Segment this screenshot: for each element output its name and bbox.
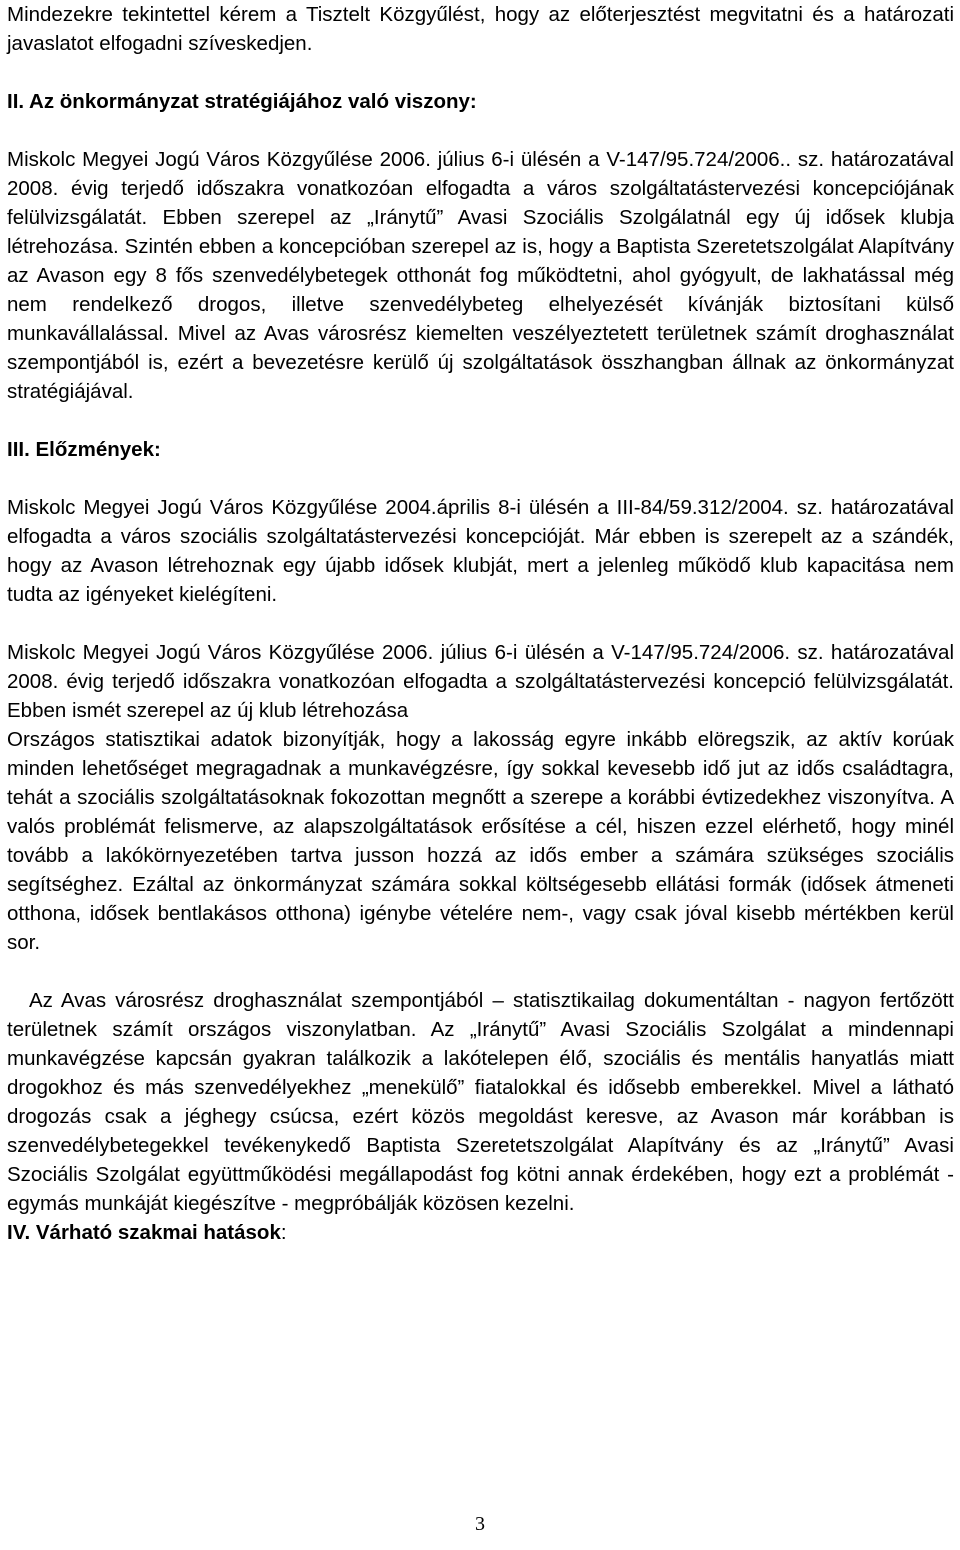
page-number: 3: [475, 1513, 485, 1535]
section-4-heading-line: [7, 1218, 954, 1247]
section-2-heading: II. Az önkormányzat stratégiájához való viszony:: [7, 90, 477, 113]
document-page: [7, 0, 954, 1247]
section-3-paragraph-1: Miskolc Megyei Jogú Város Közgyűlése 2004.április 8-i ülésén a III-84/59.312/2004. sz. határozatával elfogadta a város szociális szolgáltatástervezési koncepcióját. Már ebben is szerepelt az a szándék, hogy az Avason létrehoznak egy újabb idősek klubját, mert a jelenleg működő klub kapacitása nem tudta az igényeket kielégíteni.: [7, 496, 954, 606]
intro-paragraph: Mindezekre tekintettel kérem a Tisztelt Közgyűlést, hogy az előterjesztést megvitatni és a határozati javaslatot elfogadni szíveskedjen.: [7, 3, 954, 55]
section-3-paragraph-4: Az Avas városrész droghasználat szempontjából – statisztikailag dokumentáltan - nagyon fertőzött területnek számít országos viszonylatban. Az „Iránytű” Avasi Szociális Szolgálat a mindennapi munkavégzése kapcsán gyakran találkozik a lakótelepen élő, szociális és mentális hanyatlás miatt drogokhoz és más szenvedélyekhez „menekülő” fiatalokkal és idősebb emberekkel. Mivel a látható drogozás csak a jéghegy csúcsa, ezért közös megoldást keresve, az Avason már korábban is szenvedélybetegekkel tevékenykedő Baptista Szeretetszolgálat Alapítvány és az „Iránytű” Avasi Szociális Szolgálat együttműködési megállapodást fog kötni annak érdekében, hogy ezt a problémát - egymás munkáját kiegészítve - megpróbálják közösen kezelni.: [7, 989, 954, 1215]
section-3-paragraph-2: Miskolc Megyei Jogú Város Közgyűlése 2006. július 6-i ülésén a V-147/95.724/2006. sz. határozatával 2008. évig terjedő időszakra vonatkozóan elfogadta a szolgáltatástervezési koncepció felülvizsgálatát. Ebben ismét szerepel az új klub létrehozása: [7, 641, 954, 722]
section-4-heading-colon: :: [280, 1221, 287, 1244]
section-2-paragraph: Miskolc Megyei Jogú Város Közgyűlése 2006. július 6-i ülésén a V-147/95.724/2006.. sz. határozatával 2008. évig terjedő időszakra vonatkozóan elfogadta a város szolgáltatástervezési koncepciójának felülvizsgálatát. Ebben szerepel az „Iránytű” Avasi Szociális Szolgálatnál egy új idősek klubja létrehozása. Szintén ebben a koncepcióban szerepel az is, hogy a Baptista Szeretetszolgálat Alapítvány az Avason egy 8 fős szenvedélybetegek otthonát fog működtetni, ahol gyógyult, de lakhatással még nem rendelkező drogos, illetve szenvedélybeteg elhelyezését kívánják biztosítani külső munkavállalással. Mivel az Avas városrész kiemelten veszélyeztetett területnek számít droghasználat szempontjából is, ezért a bevezetésre kerülő új szolgáltatások összhangban állnak az önkormányzat stratégiájával.: [7, 148, 954, 403]
section-4-heading: IV. Várható szakmai hatások: [7, 1221, 281, 1244]
section-3-heading: III. Előzmények:: [7, 438, 161, 461]
section-3-paragraph-3: Országos statisztikai adatok bizonyítják, hogy a lakosság egyre inkább elöregszik, az aktív korúak minden lehetőséget megragadnak a munkavégzésre, így sokkal kevesebb idő jut az idős családtagra, tehát a szociális szolgáltatásoknak fokozottan megnőtt a szerepe a korábbi évtizedekhez viszonyítva. A valós problémát felismerve, az alapszolgáltatások erősítése a cél, hiszen ezzel elérhető, hogy minél tovább a lakókörnyezetében tartva jusson hozzá az idős ember a számára szükséges szociális segítséghez. Ezáltal az önkormányzat számára sokkal költségesebb ellátási formák (idősek átmeneti otthona, idősek bentlakásos otthona) igénybe vételére nem-, vagy csak jóval kisebb mértékben kerül sor.: [7, 728, 954, 954]
